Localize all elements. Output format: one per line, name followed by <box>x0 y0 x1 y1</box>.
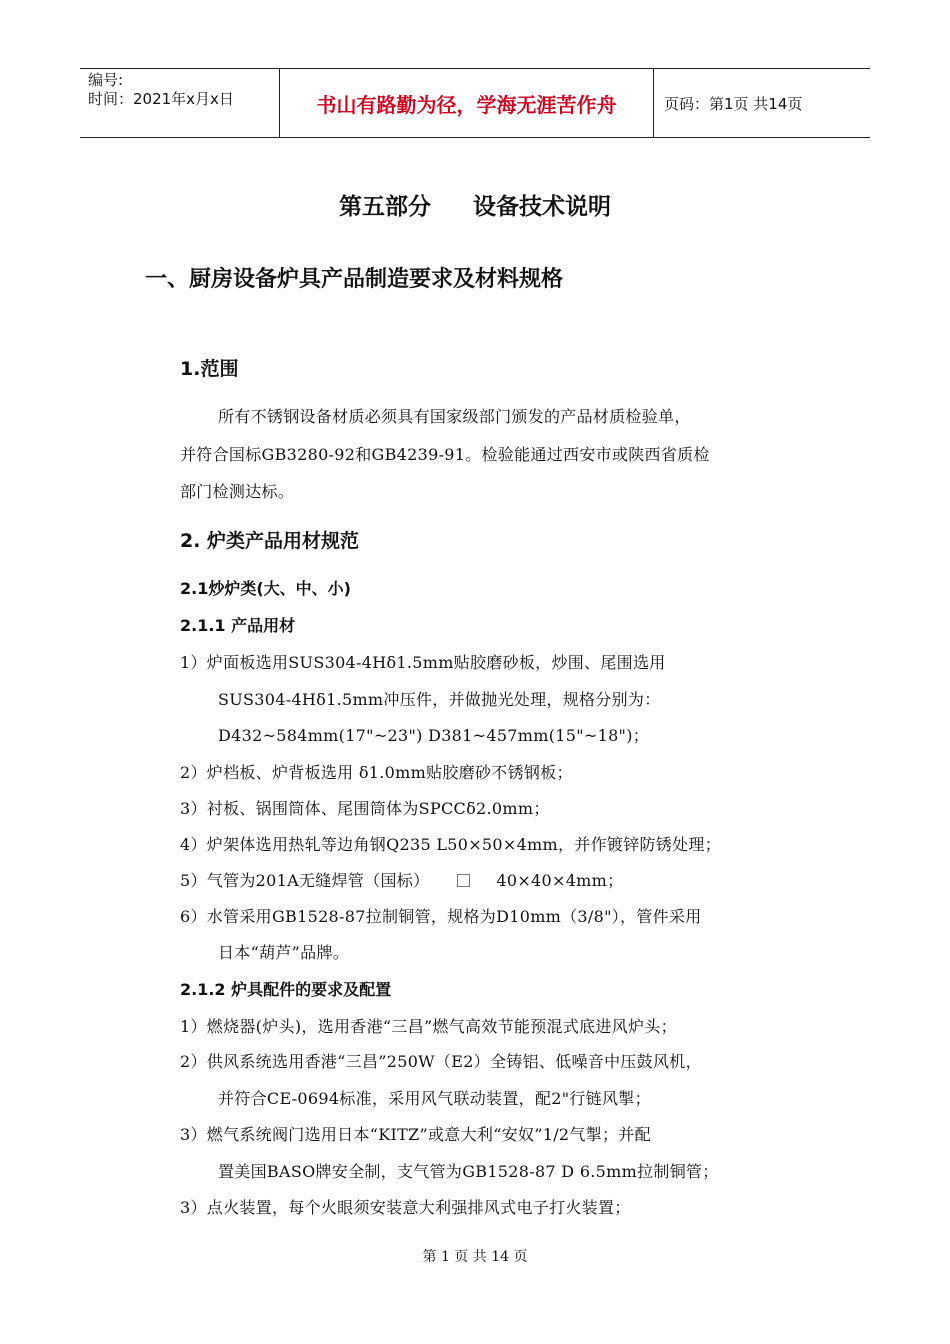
material-item: 3）衬板、锅围筒体、尾围筒体为SPCCδ2.0mm； <box>180 799 550 818</box>
section-heading-1: 一、厨房设备炉具产品制造要求及材料规格 <box>145 267 564 292</box>
header-meta <box>80 69 280 137</box>
accessory-item: 2）供风系统选用香港“三昌”250W（E2）全铸铝、低噪音中压鼓风机， <box>180 1052 702 1071</box>
gas-pipe-size: 40×40×4mm； <box>496 871 624 890</box>
accessory-item: 3）点火装置，每个火眼须安装意大利强排风式电子打火装置； <box>180 1198 631 1217</box>
accessory-item: 并符合CE-0694标准，采用风气联动装置，配2"行链风掣； <box>218 1089 651 1108</box>
material-item: 1）炉面板选用SUS304-4Hδ1.5mm贴胶磨砂板，炒围、尾围选用 <box>180 653 666 672</box>
header-motto: 书山有路勤为径，学海无涯苦作舟 <box>280 69 654 137</box>
material-item <box>180 868 623 891</box>
accessory-item: 置美国BASO牌安全制，支气管为GB1528-87 D 6.5mm拉制铜管； <box>218 1162 719 1181</box>
square-symbol-icon <box>457 874 470 887</box>
accessory-item: 3）燃气系统阀门选用日本“KITZ”或意大利“安奴”1/2气掣；并配 <box>180 1125 651 1144</box>
scope-heading: 1.范围 <box>180 358 239 380</box>
material-item: 6）水管采用GB1528-87拉制铜管，规格为D10mm（3/8"），管件采用 <box>180 907 702 926</box>
page-title <box>0 188 950 221</box>
wok-stove-heading: 2.1炒炉类(大、中、小) <box>180 579 351 598</box>
gas-pipe-text: 5）气管为201A无缝焊管（国标） <box>180 871 430 890</box>
material-item: D432~584mm(17"~23") D381~457mm(15"~18")； <box>218 726 650 745</box>
title-name: 设备技术说明 <box>473 194 611 220</box>
time-label: 时间：2021年x月x日 <box>88 90 234 108</box>
scope-line: 部门检测达标。 <box>180 482 295 501</box>
header-page-info: 页码：第1页 共14页 <box>664 94 803 113</box>
product-material-heading: 2.1.1 产品用材 <box>180 616 296 635</box>
page-footer: 第 1 页 共 14 页 <box>422 1249 528 1265</box>
stove-material-heading: 2. 炉类产品用材规范 <box>180 530 360 552</box>
header-table <box>80 68 870 138</box>
material-item: SUS304-4Hδ1.5mm冲压件，并做抛光处理，规格分别为： <box>218 690 661 709</box>
title-part: 第五部分 <box>339 194 431 220</box>
material-item: 日本“葫芦”品牌。 <box>218 943 350 962</box>
material-item: 4）炉架体选用热轧等边角钢Q235 L50×50×4mm，并作镀锌防锈处理； <box>180 835 722 854</box>
accessory-heading: 2.1.2 炉具配件的要求及配置 <box>180 980 392 999</box>
scope-line: 所有不锈钢设备材质必须具有国家级部门颁发的产品材质检验单， <box>218 407 691 426</box>
scope-line: 并符合国标GB3280-92和GB4239-91。检验能通过西安市或陕西省质检 <box>180 445 710 464</box>
accessory-item: 1）燃烧器(炉头)，选用香港“三昌”燃气高效节能预混式底进风炉头； <box>180 1017 677 1036</box>
material-item: 2）炉档板、炉背板选用 δ1.0mm贴胶磨砂不锈钢板； <box>180 763 573 782</box>
serial-label: 编号: <box>88 71 124 89</box>
